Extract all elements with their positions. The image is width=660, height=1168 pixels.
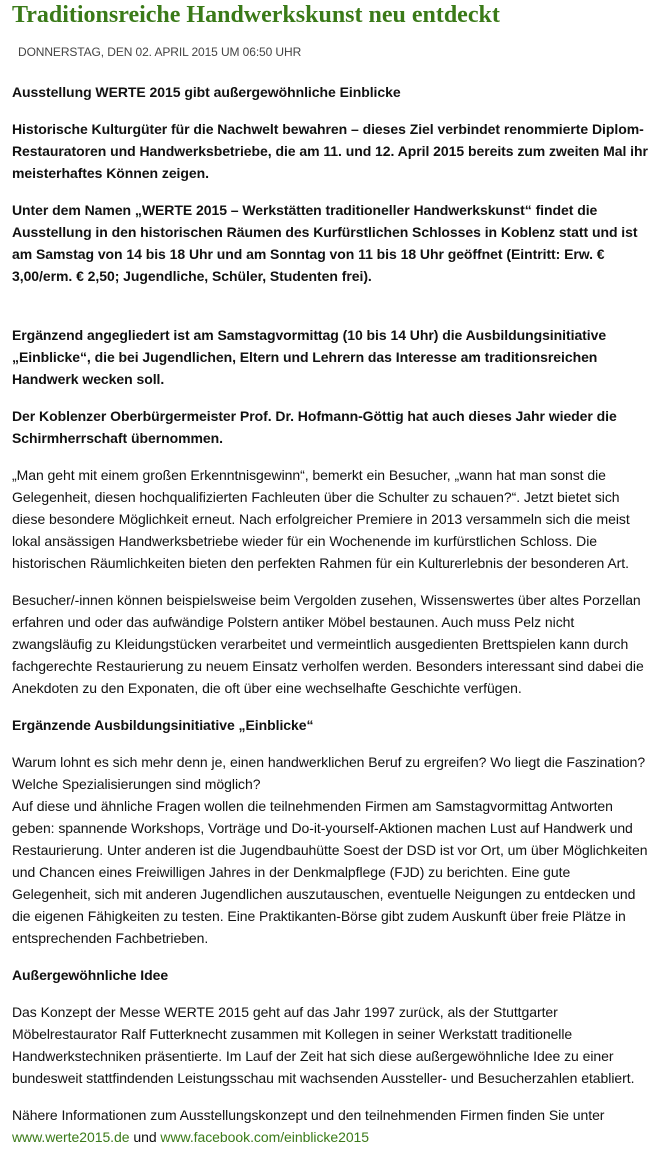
section-heading-idee: Außergewöhnliche Idee [12,967,169,983]
paragraph-workshops: Auf diese und ähnliche Fragen wollen die teilnehmenden Firmen am Samstagvormittag Antworten geben: spannende Workshops, Vorträge und Do-it-yourself-Aktionen machen Lust auf Handwerk und Restaurierung. Unter anderen ist die Jugendbauhütte Soest der DSD ist vor Ort, um über Möglichkeiten und Chancen eines Freiwilligen Jahres in der Denkmalpflege (FJD) zu berichten. Eine gute Gelegenheit, sich mit anderen Jugendlichen auszutauschen, eventuelle Neigungen zu entdecken und die eigenen Fähigkeiten zu testen. Eine Praktikanten-Börse gibt zudem Auskunft über freie Plätze in entsprechenden Fachbetrieben. [12,798,648,946]
paragraph-crafts: Besucher/-innen können beispielsweise beim Vergolden zusehen, Wissenswertes über altes Porzellan erfahren und oder das aufwändige Polstern antiker Möbel bestaunen. Auch muss Pelz nicht zwangsläufig zu Kleidungstücken verarbeitet und vermeintlich ausgedienten Brettspielen kann durch fachgerechte Restaurierung zu neuem Einsatz verholfen werden. Besonders interessant sind dabei die Anekdoten zu den Exponaten, die oft über eine wechselhafte Geschichte verfügen. [12,592,644,696]
link-joiner: und [133,1129,157,1145]
article-title: Traditionsreiche Handwerkskunst neu entdeckt [12,2,500,28]
paragraph-visitor-quote: „Man geht mit einem großen Erkenntnisgewinn“, bemerkt ein Besucher, „wann hat man sonst die Gelegenheit, diesen hochqualifizierten Fachleuten über die Schulter zu schauen?“. Jetzt bietet sich diese besondere Möglichkeit erneut. Nach erfolgreicher Premiere in 2013 versammeln sich die meist lokal ansässigen Handwerksbetriebe wieder für ein Wochenende im kurfürstlichen Schloss. Die historischen Räumlichkeiten bieten den perfekten Rahmen für ein Kulturerlebnis der besonderen Art. [12,467,630,571]
paragraph-exhibition-details: Unter dem Namen „WERTE 2015 – Werkstätten traditioneller Handwerkskunst“ findet die Ausstellung in den historischen Räumen des Kurfürstlichen Schlosses in Koblenz statt und ist am Samstag von 14 bis 18 Uhr und am Sonntag von 11 bis 18 Uhr geöffnet (Eintritt: Erw. € 3,00/erm. € 2,50; Jugendliche, Schüler, Studenten frei). [12,202,638,284]
paragraph-einblicke-intro: Ergänzend angegliedert ist am Samstagvormittag (10 bis 14 Uhr) die Ausbildungsinitiative „Einblicke“, die bei Jugendlichen, Eltern und Lehrern das Interesse am traditionsreichen Handwerk wecken soll. [12,327,607,387]
article-subtitle: Ausstellung WERTE 2015 gibt außergewöhnliche Einblicke [12,84,401,100]
paragraph-patronage: Der Koblenzer Oberbürgermeister Prof. Dr. Hofmann-Göttig hat auch dieses Jahr wieder die Schirmherrschaft übernommen. [12,408,617,446]
paragraph-more-info: Nähere Informationen zum Ausstellungskonzept und den teilnehmenden Firmen finden Sie unter [12,1107,605,1123]
links-line [12,1126,650,1148]
werte2015-link[interactable]: www.werte2015.de [12,1129,130,1145]
paragraph-intro: Historische Kulturgüter für die Nachwelt bewahren – dieses Ziel verbindet renommierte Diplom-Restauratoren und Handwerksbetriebe, die am 11. und 12. April 2015 bereits zum zweiten Mal ihr meisterhaftes Können zeigen. [12,121,648,181]
paragraph-questions: Warum lohnt es sich mehr denn je, einen handwerklichen Beruf zu ergreifen? Wo liegt die Faszination? Welche Spezialisierungen sind möglich? [12,754,646,792]
article-body [12,81,650,1148]
section-heading-einblicke: Ergänzende Ausbildungsinitiative „Einblicke“ [12,717,314,733]
facebook-link[interactable]: www.facebook.com/einblicke2015 [160,1129,370,1145]
paragraph-history: Das Konzept der Messe WERTE 2015 geht auf das Jahr 1997 zurück, als der Stuttgarter Möbelrestaurator Ralf Futterknecht zusammen mit Kollegen in seiner Werkstatt traditionelle Handwerkstechniken präsentierte. Im Lauf der Zeit hat sich diese außergewöhnliche Idee zu einer bundesweit stattfindenden Leistungsschau mit wachsenden Aussteller- und Besucherzahlen etabliert. [12,1004,635,1086]
article-date: DONNERSTAG, DEN 02. APRIL 2015 UM 06:50 UHR [18,45,302,59]
